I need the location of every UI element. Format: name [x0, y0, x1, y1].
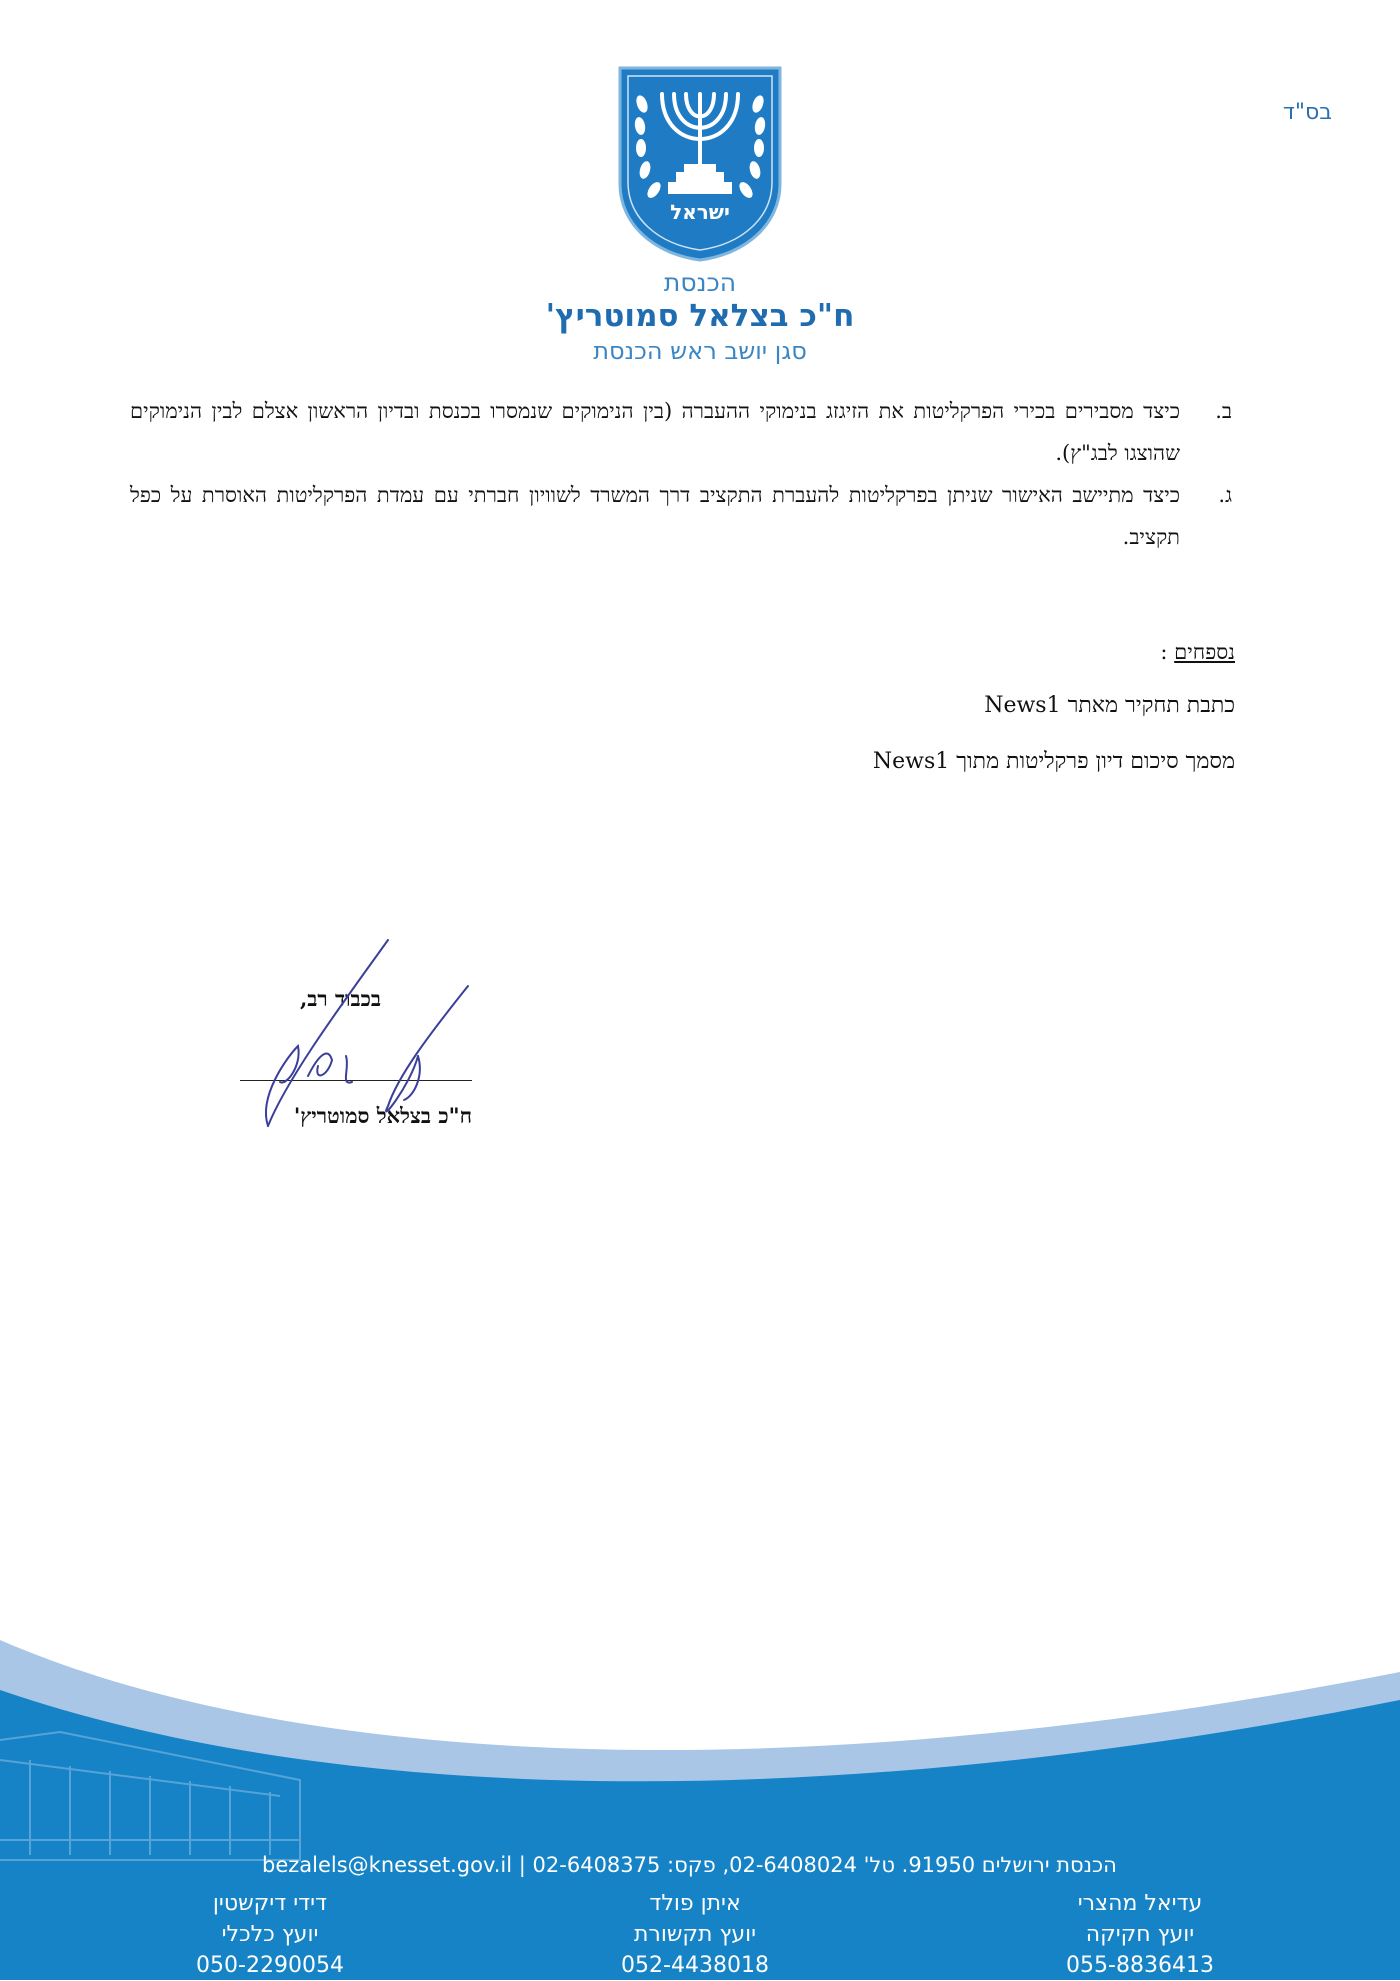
list-item — [130, 474, 1232, 558]
staff-contact — [1010, 1888, 1270, 1981]
footer-email[interactable]: bezalels@knesset.gov.il — [262, 1853, 513, 1877]
list-item — [130, 390, 1232, 474]
institution-name: הכנסת — [663, 268, 737, 297]
staff-name: עדיאל מהצרי — [1077, 1891, 1203, 1916]
attachment-item: כתבת תחקיר מאתר News1 — [984, 693, 1235, 718]
staff-phone: 050-2290054 — [196, 1953, 344, 1978]
footer-separator: | — [518, 1853, 533, 1877]
footer-address: הכנסת ירושלים 91950. טל' 02-6408024, פקס: 02-6408375 — [532, 1853, 1117, 1877]
staff-role: יועץ תקשורת — [633, 1922, 757, 1947]
footer-contact — [262, 1853, 1312, 1877]
attachment-item: מסמך סיכום דיון פרקליטות מתוך News1 — [872, 749, 1235, 774]
list-item-text: כיצד מסבירים בכירי הפרקליטות את הזיגזג בנימוקי ההעברה (בין הנימוקים שנמסרו בכנסת ובדיון הראשון אצלם לבין הנימוקים שהוצגו לבג"ץ). — [130, 399, 1180, 465]
staff-role: יועץ חקיקה — [1085, 1922, 1195, 1947]
mk-role: סגן יושב ראש הכנסת — [593, 337, 807, 365]
attachments-heading-text: נספחים — [1174, 640, 1235, 664]
staff-contact — [565, 1888, 825, 1981]
svg-text:ישראל: ישראל — [670, 200, 730, 224]
staff-role: יועץ כלכלי — [221, 1922, 319, 1947]
staff-name: דידי דיקשטין — [212, 1891, 328, 1916]
state-emblem-icon — [616, 64, 784, 264]
list-item-text: כיצד מתיישב האישור שניתן בפרקליטות להעברת התקציב דרך המשרד לשוויון חברתי עם עמדת הפרקליטות האוסרת על כפל תקציב. — [130, 483, 1180, 549]
staff-contact — [140, 1888, 400, 1981]
signature-closing: בכבוד רב, — [300, 986, 382, 1011]
list-letter: ב. — [1215, 399, 1232, 423]
staff-phone: 052-4438018 — [621, 1953, 769, 1978]
attachments-heading — [1160, 640, 1235, 665]
mk-name: ח"כ בצלאל סמוטריץ' — [545, 298, 855, 334]
signature-name: ח"כ בצלאל סמוטריץ' — [293, 1103, 472, 1128]
handwritten-signature-icon — [228, 936, 478, 1136]
staff-phone: 055-8836413 — [1066, 1953, 1214, 1978]
corner-mark: בס"ד — [1282, 100, 1332, 125]
staff-name: איתן פולד — [649, 1891, 741, 1916]
attachments-heading-colon: : — [1160, 640, 1168, 664]
list-letter: ג. — [1218, 483, 1232, 507]
